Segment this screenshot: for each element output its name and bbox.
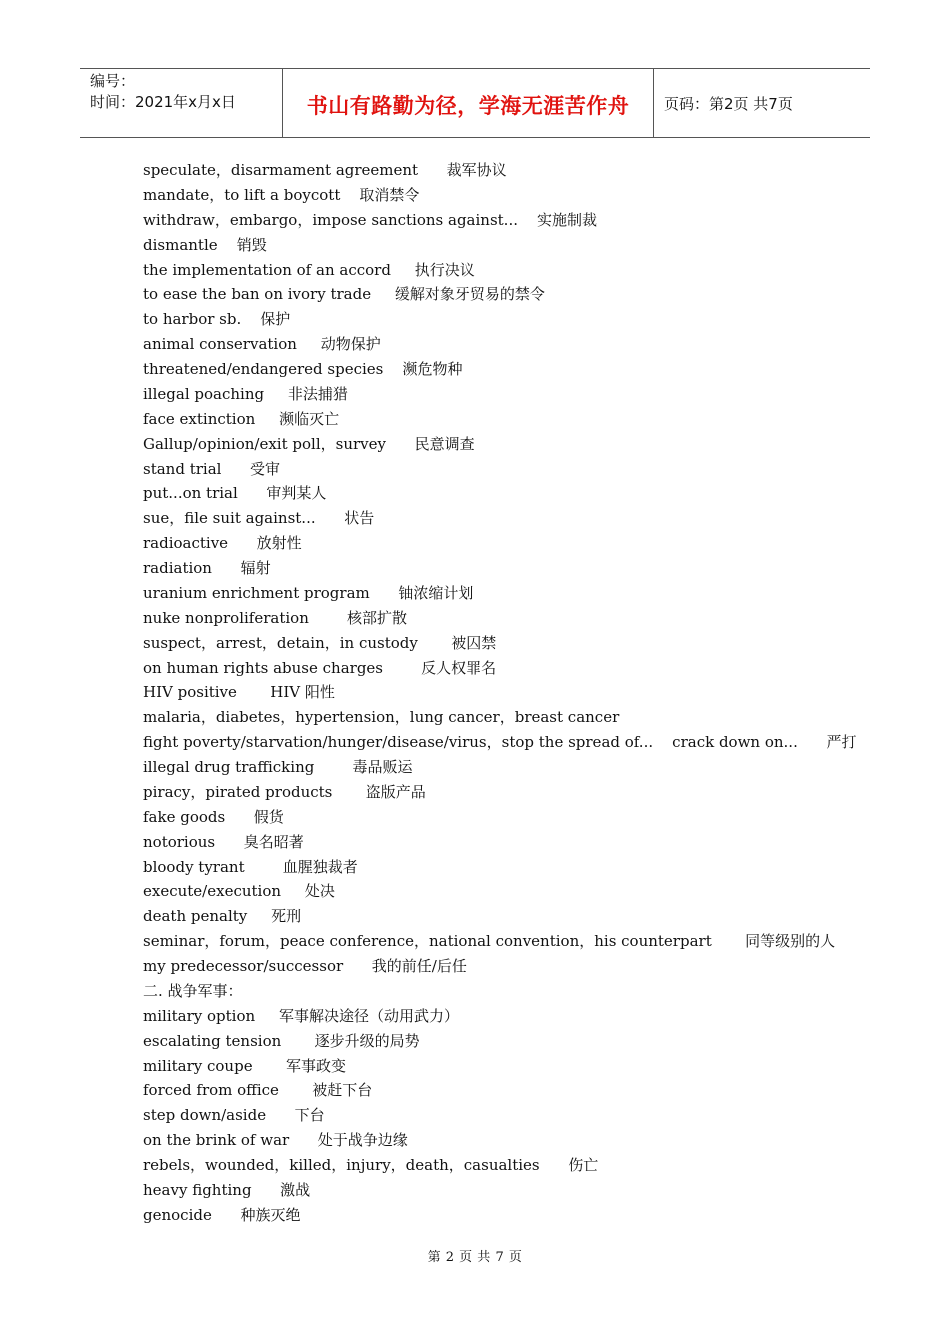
vocab-line: piracy，pirated products 盗版产品 xyxy=(143,782,426,801)
motto: 书山有路勤为径，学海无涯苦作舟 xyxy=(306,94,630,118)
vocab-line: military coupe 军事政变 xyxy=(143,1056,346,1075)
header-page-cell xyxy=(654,69,870,137)
vocab-line: mandate，to lift a boycott 取消禁令 xyxy=(143,185,420,204)
vocab-line: malaria，diabetes，hypertension，lung cancer，breast cancer xyxy=(143,708,620,727)
vocab-line: nuke nonproliferation 核部扩散 xyxy=(143,608,408,627)
vocab-line: withdraw，embargo，impose sanctions against... 实施制裁 xyxy=(143,210,598,229)
vocab-line: fake goods 假货 xyxy=(143,807,284,826)
vocab-line: rebels，wounded，killed，injury，death，casualties 伤亡 xyxy=(143,1156,599,1174)
vocab-line: bloody tyrant 血腥独裁者 xyxy=(143,857,358,876)
vocab-line: the implementation of an accord 执行决议 xyxy=(143,260,475,279)
vocab-line: radiation 辐射 xyxy=(143,559,271,577)
vocab-line: speculate，disarmament agreement 裁军协议 xyxy=(143,161,507,179)
vocab-line: seminar，forum，peace conference，national convention，his counterpart 同等级别的人 xyxy=(143,932,836,951)
vocab-line: step down/aside 下台 xyxy=(143,1106,325,1125)
vocab-line: stand trial 受审 xyxy=(143,459,281,478)
vocab-line: my predecessor/successor 我的前任/后任 xyxy=(143,957,467,975)
vocab-line: HIV positive HIV 阳性 xyxy=(143,683,335,702)
vocab-line: to harbor sb. 保护 xyxy=(143,310,291,329)
vocab-line: illegal poaching 非法捕猎 xyxy=(143,384,348,403)
vocab-line: 二. 战争军事： xyxy=(143,981,243,1000)
vocab-line: fight poverty/starvation/hunger/disease/virus，stop the spread of... crack down on... 严打 xyxy=(143,733,857,752)
vocab-line: uranium enrichment program 铀浓缩计划 xyxy=(143,583,474,602)
page-label: 页码：第2页 共7页 xyxy=(664,94,793,113)
vocab-line: radioactive 放射性 xyxy=(143,534,302,553)
vocab-line: sue，file suit against... 状告 xyxy=(143,509,375,528)
serial-label: 编号： xyxy=(90,72,136,90)
page-header xyxy=(80,68,870,138)
vocab-line: military option 军事解决途径（动用武力） xyxy=(143,1006,459,1025)
vocab-line: forced from office 被赶下台 xyxy=(143,1081,373,1100)
vocab-line: to ease the ban on ivory trade 缓解对象牙贸易的禁令 xyxy=(143,285,545,304)
vocabulary-list xyxy=(143,158,857,1228)
header-info xyxy=(80,69,282,137)
vocab-line: dismantle 销毁 xyxy=(143,235,267,254)
vocab-line: animal conservation 动物保护 xyxy=(143,335,381,354)
vocab-line: Gallup/opinion/exit poll，survey 民意调查 xyxy=(143,434,475,453)
vocab-line: death penalty 死刑 xyxy=(143,907,302,926)
vocab-line: genocide 种族灭绝 xyxy=(143,1205,301,1224)
time-label: 时间：2021年x月x日 xyxy=(90,93,236,111)
header-motto-cell xyxy=(282,69,654,137)
vocab-line: escalating tension 逐步升级的局势 xyxy=(143,1031,420,1050)
page-footer: 第 2 页 共 7 页 xyxy=(427,1250,523,1265)
vocab-line: put...on trial 审判某人 xyxy=(143,484,327,503)
vocab-line: suspect，arrest，detain，in custody 被囚禁 xyxy=(143,633,497,652)
vocab-line: on human rights abuse charges 反人权罪名 xyxy=(143,658,497,677)
vocab-line: face extinction 濒临灭亡 xyxy=(143,409,340,428)
vocab-line: threatened/endangered species 濒危物种 xyxy=(143,360,463,378)
vocab-line: illegal drug trafficking 毒品贩运 xyxy=(143,758,413,776)
vocab-line: heavy fighting 激战 xyxy=(143,1180,311,1199)
vocab-line: on the brink of war 处于战争边缘 xyxy=(143,1131,408,1150)
vocab-line: notorious 臭名昭著 xyxy=(143,832,304,851)
vocab-line: execute/execution 处决 xyxy=(143,882,335,901)
